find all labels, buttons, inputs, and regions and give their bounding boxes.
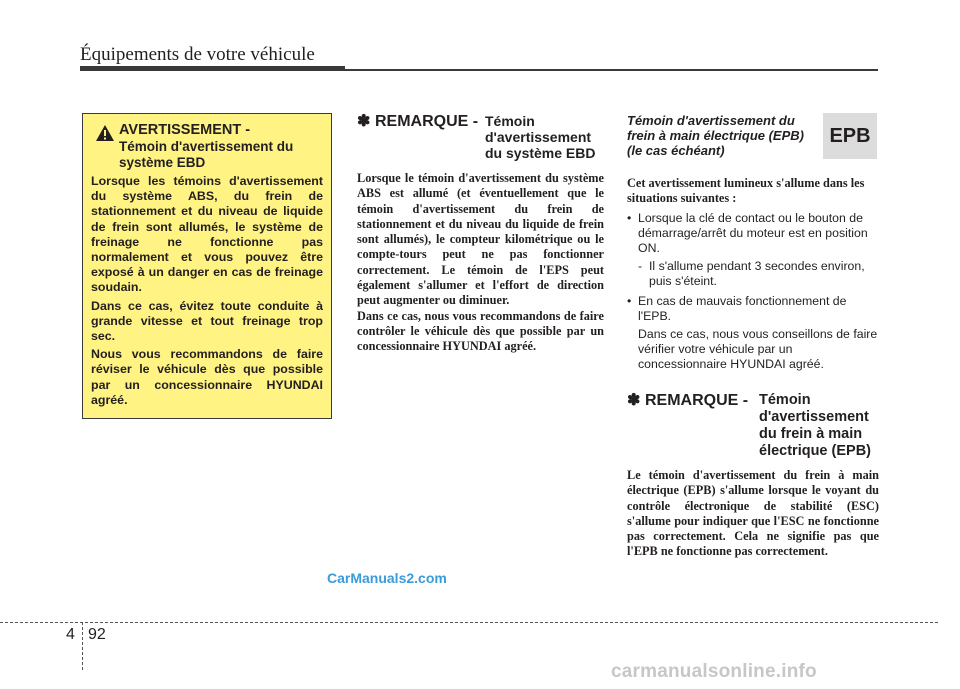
watermark-link-top[interactable]: CarManuals2.com (327, 570, 447, 586)
note-ebd-section (357, 113, 604, 355)
warning-box (82, 113, 332, 419)
header-rule (345, 69, 878, 71)
warning-header (91, 122, 323, 171)
epb-badge: EPB (823, 113, 877, 159)
warning-paragraph: Nous vous recommandons de faire réviser le véhicule dès que possible par un concessionnaire HYUNDAI agréé. (91, 347, 323, 407)
footer-dashed-divider (82, 622, 83, 670)
note-epb-header (627, 392, 879, 460)
chapter-number: 4 (66, 626, 75, 643)
epb-sub-item (638, 259, 879, 289)
note-label: REMARQUE - (645, 392, 749, 409)
note-ebd-title: Témoin d'avertissement du système EBD (485, 113, 596, 161)
watermark-bottom: carmanualsonline.info (611, 661, 817, 682)
warning-paragraph: Lorsque les témoins d'avertissement du système ABS, du frein de stationnement et du niveau de liquide de frein sont allumés, le système de freinage ne fonctionne pas normalement et vous pouvez être exposé à un danger en cas de freinage soudain. (91, 174, 323, 295)
note-epb-section (627, 392, 879, 560)
warning-title: AVERTISSEMENT - (119, 122, 251, 138)
note-ebd-header (357, 113, 604, 161)
epb-bullet (627, 294, 879, 324)
page-number: 92 (88, 626, 106, 643)
epb-bullet-text: En cas de mauvais fonctionnement de l'EPB. (638, 294, 847, 323)
note-ebd-body: Lorsque le témoin d'avertissement du système ABS est allumé (et éventuellement que le témoin d'avertissement du frein de stationnement et du niveau du liquide de frein sont allumés), le compteur kilométrique ou le compte-tours peut ne pas fonctionner correctement. Le témoin de l'EPS peut également s'allumer et l'effort de direction peut augmenter ou diminuer. Dans ce cas, nous vous recommandons de faire contrôler le véhicule dès que possible par un concessionnaire HYUNDAI agréé. (357, 171, 604, 354)
note-epb-title: Témoin d'avertissement du frein à main électrique (EPB) (759, 392, 871, 459)
epb-bullet-text: Lorsque la clé de contact ou le bouton de démarrage/arrêt du moteur est en position ON. (638, 211, 868, 255)
warning-triangle-icon (95, 124, 115, 142)
note-label: REMARQUE - (375, 113, 479, 130)
bullet-icon: • (627, 211, 632, 225)
epb-sub-item-text: Il s'allume pendant 3 secondes environ, puis s'éteint. (649, 259, 865, 288)
note-star-icon: ✽ (627, 392, 641, 409)
epb-bullet-continuation: Dans ce cas, nous vous conseillons de faire vérifier votre véhicule par un concessionnaire HYUNDAI agréé. (638, 327, 878, 371)
epb-bullet (627, 211, 879, 256)
warning-paragraph: Dans ce cas, évitez toute conduite à grande vitesse et tout freinage trop sec. (91, 298, 323, 344)
dash-icon: - (638, 259, 643, 273)
footer-dashed-rule (0, 622, 938, 623)
epb-intro: Cet avertissement lumineux s'allume dans les situations suivantes : (627, 176, 865, 205)
epb-section-title: Témoin d'avertissement du frein à main électrique (EPB) (le cas échéant) (627, 113, 804, 158)
warning-subtitle: Témoin d'avertissement du système EBD (119, 139, 294, 170)
epb-section (627, 113, 879, 560)
note-star-icon: ✽ (357, 113, 371, 130)
bullet-icon: • (627, 294, 632, 308)
page-header-title: Équipements de votre véhicule (80, 44, 315, 65)
header-thick-bar (80, 66, 345, 71)
note-epb-body: Le témoin d'avertissement du frein à main électrique (EPB) s'allume lorsque le voyant du contrôle électronique de stabilité (ESC) s'allume pour indiquer que l'ESC ne fonctionne pas correctement. Cela ne signifie pas que l'EPB ne fonctionne pas correctement. (627, 468, 879, 559)
